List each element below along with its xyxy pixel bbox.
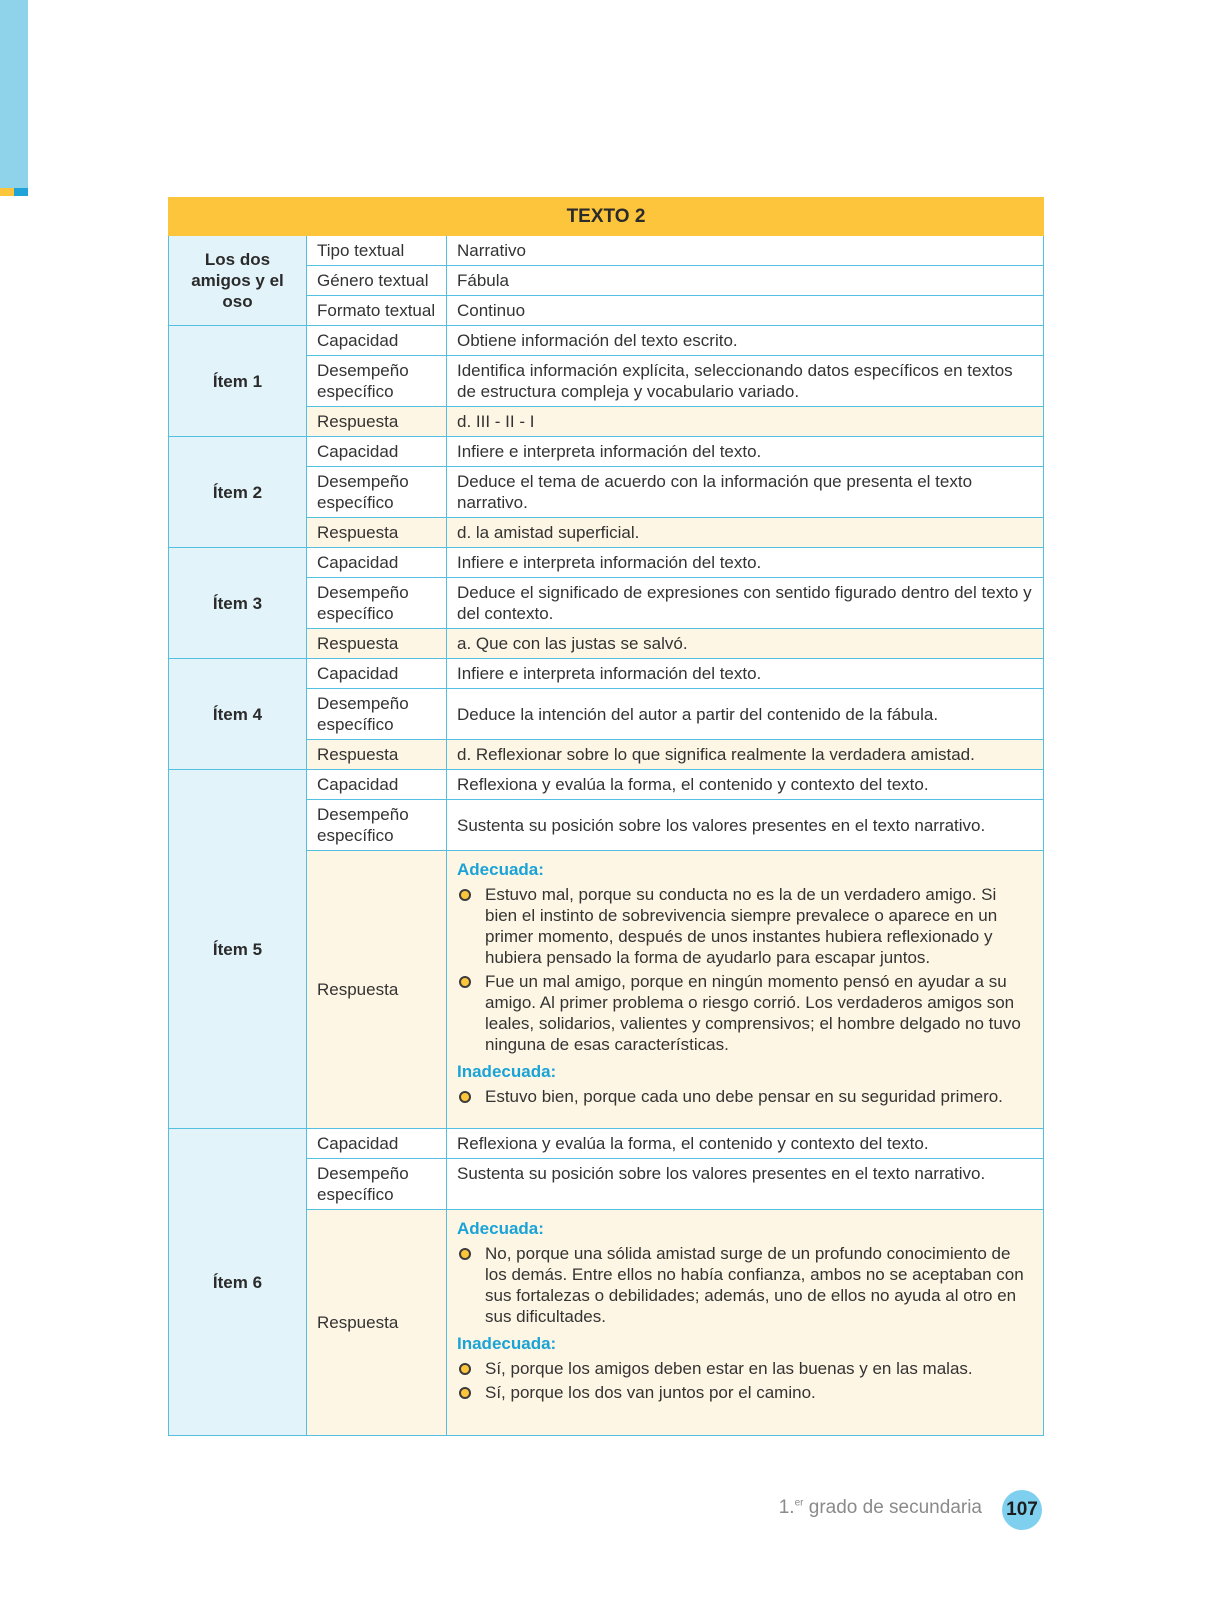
bullet-icon bbox=[459, 1387, 471, 1399]
grade-number: 1. bbox=[778, 1497, 795, 1518]
adecuada-heading: Adecuada: bbox=[457, 860, 544, 879]
table-title: TEXTO 2 bbox=[169, 198, 1044, 236]
value-capacidad: Infiere e interpreta información del texto. bbox=[447, 659, 1044, 689]
label-desempeno: Desempeño específico bbox=[307, 1159, 447, 1210]
label-respuesta: Respuesta bbox=[307, 1210, 447, 1436]
value-respuesta: d. Reflexionar sobre lo que significa realmente la verdadera amistad. bbox=[447, 740, 1044, 770]
label-respuesta: Respuesta bbox=[307, 518, 447, 548]
value-capacidad: Infiere e interpreta información del texto. bbox=[447, 548, 1044, 578]
bullet-icon bbox=[459, 976, 471, 988]
label-capacidad: Capacidad bbox=[307, 548, 447, 578]
value-respuesta: a. Que con las justas se salvó. bbox=[447, 629, 1044, 659]
grade-label: grado de secundaria bbox=[803, 1497, 982, 1518]
value-respuesta: d. la amistad superficial. bbox=[447, 518, 1044, 548]
item-label: Ítem 5 bbox=[169, 770, 307, 1129]
list-item bbox=[457, 971, 1033, 1055]
label-respuesta: Respuesta bbox=[307, 740, 447, 770]
answer-text: Estuvo mal, porque su conducta no es la de un verdadero amigo. Si bien el instinto de sobrevivencia siempre prevalece o aparece en un primer momento, después de unos instantes hubiera reflexionado y hubiera pensado la forma de ayudarlo para escapar juntos. bbox=[485, 885, 998, 967]
list-item bbox=[457, 1358, 1033, 1379]
item-label: Ítem 6 bbox=[169, 1129, 307, 1436]
value-desempeno: Deduce la intención del autor a partir del contenido de la fábula. bbox=[447, 689, 1044, 740]
value-desempeno: Sustenta su posición sobre los valores presentes en el texto narrativo. bbox=[447, 800, 1044, 851]
label-capacidad: Capacidad bbox=[307, 326, 447, 356]
table-row bbox=[169, 437, 1044, 467]
value-genero: Fábula bbox=[447, 266, 1044, 296]
answer-text: Sí, porque los amigos deben estar en las buenas y en las malas. bbox=[485, 1359, 973, 1378]
value-desempeno: Identifica información explícita, seleccionando datos específicos en textos de estructura compleja y vocabulario variado. bbox=[447, 356, 1044, 407]
value-respuesta: d. III - II - I bbox=[447, 407, 1044, 437]
answer-text: No, porque una sólida amistad surge de un profundo conocimiento de los demás. Entre ellos no había confianza, ambos no se aceptaban con sus fortalezas o debilidades; además, uno de ellos no ayuda al otro en sus dificultades. bbox=[485, 1244, 1024, 1326]
label-formato: Formato textual bbox=[307, 296, 447, 326]
label-desempeno: Desempeño específico bbox=[307, 689, 447, 740]
answer-text: Estuvo bien, porque cada uno debe pensar en su seguridad primero. bbox=[485, 1087, 1003, 1106]
answer-text: Fue un mal amigo, porque en ningún momento pensó en ayudar a su amigo. Al primer problema o riesgo corrió. Los verdaderos amigos son leales, solidarios, valientes y comprensivos; el hombre delgado no tuvo ninguna de esas características. bbox=[485, 972, 1021, 1054]
label-capacidad: Capacidad bbox=[307, 770, 447, 800]
list-item bbox=[457, 1382, 1033, 1403]
value-tipo: Narrativo bbox=[447, 236, 1044, 266]
item-label: Ítem 1 bbox=[169, 326, 307, 437]
label-capacidad: Capacidad bbox=[307, 437, 447, 467]
label-desempeno: Desempeño específico bbox=[307, 578, 447, 629]
value-desempeno: Deduce el significado de expresiones con sentido figurado dentro del texto y del contexto. bbox=[447, 578, 1044, 629]
table-row bbox=[169, 326, 1044, 356]
list-item bbox=[457, 1243, 1033, 1327]
side-stripe-accent-blue bbox=[14, 188, 28, 196]
side-stripe-accent-yellow bbox=[0, 188, 14, 196]
inadecuada-heading: Inadecuada: bbox=[457, 1334, 557, 1353]
text-name-cell: Los dos amigos y el oso bbox=[169, 236, 307, 326]
label-desempeno: Desempeño específico bbox=[307, 356, 447, 407]
inadecuada-heading: Inadecuada: bbox=[457, 1062, 557, 1081]
value-capacidad: Obtiene información del texto escrito. bbox=[447, 326, 1044, 356]
answer-text: Sí, porque los dos van juntos por el camino. bbox=[485, 1383, 816, 1402]
bullet-icon bbox=[459, 1091, 471, 1103]
bullet-icon bbox=[459, 889, 471, 901]
footer-grade bbox=[779, 1497, 982, 1519]
page-number-badge: 107 bbox=[1002, 1490, 1042, 1530]
label-respuesta: Respuesta bbox=[307, 629, 447, 659]
value-respuesta-block bbox=[447, 1210, 1044, 1436]
list-item bbox=[457, 1086, 1033, 1107]
table-row bbox=[169, 236, 1044, 266]
item-label: Ítem 4 bbox=[169, 659, 307, 770]
table-row bbox=[169, 770, 1044, 800]
label-genero: Género textual bbox=[307, 266, 447, 296]
value-desempeno: Sustenta su posición sobre los valores presentes en el texto narrativo. bbox=[447, 1159, 1044, 1210]
label-tipo: Tipo textual bbox=[307, 236, 447, 266]
list-item bbox=[457, 884, 1033, 968]
table-row bbox=[169, 1129, 1044, 1159]
label-desempeno: Desempeño específico bbox=[307, 467, 447, 518]
item-label: Ítem 2 bbox=[169, 437, 307, 548]
label-respuesta: Respuesta bbox=[307, 407, 447, 437]
bullet-icon bbox=[459, 1363, 471, 1375]
table-row bbox=[169, 548, 1044, 578]
value-capacidad: Reflexiona y evalúa la forma, el contenido y contexto del texto. bbox=[447, 770, 1044, 800]
evaluation-table bbox=[168, 197, 1044, 1436]
bullet-icon bbox=[459, 1248, 471, 1260]
value-capacidad: Infiere e interpreta información del texto. bbox=[447, 437, 1044, 467]
side-stripe bbox=[0, 0, 28, 188]
label-capacidad: Capacidad bbox=[307, 1129, 447, 1159]
label-capacidad: Capacidad bbox=[307, 659, 447, 689]
item-label: Ítem 3 bbox=[169, 548, 307, 659]
value-formato: Continuo bbox=[447, 296, 1044, 326]
adecuada-heading: Adecuada: bbox=[457, 1219, 544, 1238]
label-respuesta: Respuesta bbox=[307, 851, 447, 1129]
table-header-row bbox=[169, 198, 1044, 236]
value-desempeno: Deduce el tema de acuerdo con la información que presenta el texto narrativo. bbox=[447, 467, 1044, 518]
value-capacidad: Reflexiona y evalúa la forma, el contenido y contexto del texto. bbox=[447, 1129, 1044, 1159]
label-desempeno: Desempeño específico bbox=[307, 800, 447, 851]
value-respuesta-block bbox=[447, 851, 1044, 1129]
grade-superscript: er bbox=[794, 1497, 804, 1509]
table-row bbox=[169, 659, 1044, 689]
